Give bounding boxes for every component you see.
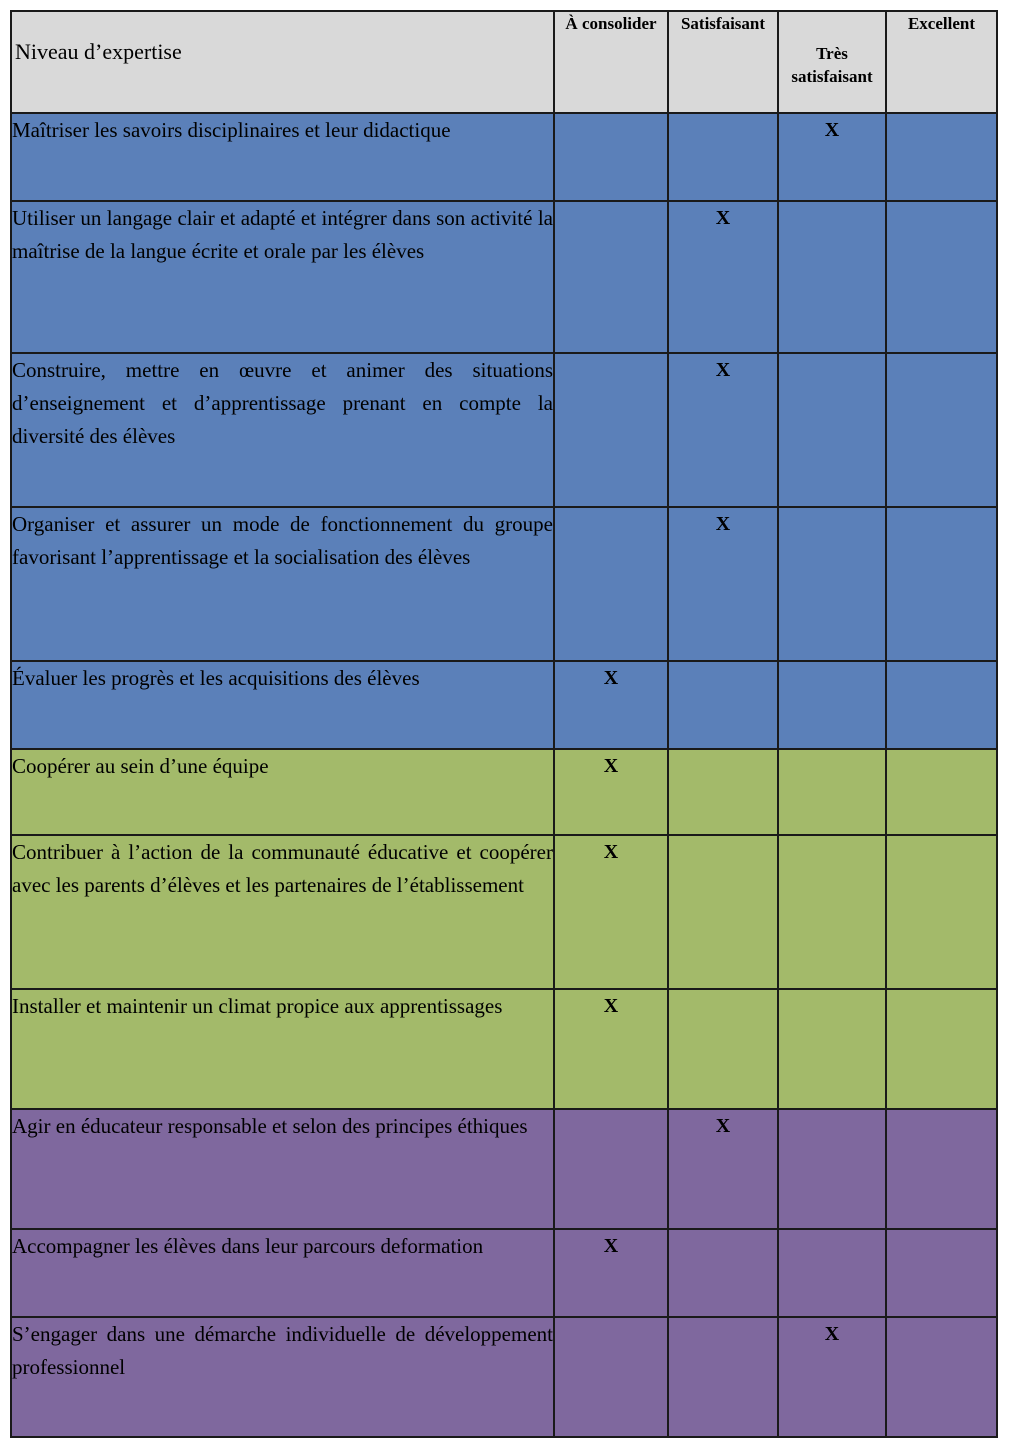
mark-tres-satisfaisant-cell [778, 1229, 886, 1317]
criterion-text: Installer et maintenir un climat propice aux apprentissages [11, 989, 554, 1109]
mark-a-consolider-cell [554, 201, 668, 353]
table-row [11, 113, 997, 201]
table-row [11, 989, 997, 1109]
mark-tres-satisfaisant-cell [778, 353, 886, 507]
mark-satisfaisant-cell [668, 201, 778, 353]
mark-a-consolider-cell [554, 353, 668, 507]
check-mark: X [603, 841, 619, 863]
mark-excellent-cell [886, 749, 997, 835]
mark-satisfaisant-cell [668, 507, 778, 661]
criterion-text: Utiliser un langage clair et adapté et intégrer dans son activité la maîtrise de la langue écrite et orale par les élèves [11, 201, 554, 353]
check-mark: X [715, 1115, 731, 1137]
mark-a-consolider-cell [554, 749, 668, 835]
criterion-text: Construire, mettre en œuvre et animer des situations d’enseignement et d’apprentissage prenant en compte la diversité des élèves [11, 353, 554, 507]
criterion-text: Organiser et assurer un mode de fonctionnement du groupe favorisant l’apprentissage et la socialisation des élèves [11, 507, 554, 661]
mark-tres-satisfaisant-cell [778, 507, 886, 661]
mark-a-consolider-cell [554, 835, 668, 989]
table-row [11, 749, 997, 835]
mark-tres-satisfaisant-cell [778, 1109, 886, 1229]
mark-excellent-cell [886, 989, 997, 1109]
criterion-text: Évaluer les progrès et les acquisitions des élèves [11, 661, 554, 749]
header-excellent: Excellent [886, 11, 997, 113]
check-mark: X [824, 1323, 840, 1345]
mark-excellent-cell [886, 113, 997, 201]
mark-tres-satisfaisant-cell [778, 113, 886, 201]
mark-a-consolider-cell [554, 1317, 668, 1437]
check-mark: X [603, 755, 619, 777]
table-row [11, 1229, 997, 1317]
mark-a-consolider-cell [554, 989, 668, 1109]
mark-satisfaisant-cell [668, 353, 778, 507]
mark-tres-satisfaisant-cell [778, 661, 886, 749]
table-row [11, 661, 997, 749]
check-mark: X [603, 995, 619, 1017]
criterion-text: S’engager dans une démarche individuelle de développement professionnel [11, 1317, 554, 1437]
competency-table [10, 10, 998, 1438]
mark-excellent-cell [886, 201, 997, 353]
mark-excellent-cell [886, 1317, 997, 1437]
mark-a-consolider-cell [554, 1229, 668, 1317]
header-tres-satisfaisant: Très satisfaisant [778, 11, 886, 113]
header-satisfaisant: Satisfaisant [668, 11, 778, 113]
criterion-text: Contribuer à l’action de la communauté éducative et coopérer avec les parents d’élèves et les partenaires de l’établissement [11, 835, 554, 989]
check-mark: X [715, 207, 731, 229]
mark-tres-satisfaisant-cell [778, 201, 886, 353]
mark-satisfaisant-cell [668, 1109, 778, 1229]
table-row [11, 1317, 997, 1437]
mark-excellent-cell [886, 1229, 997, 1317]
mark-satisfaisant-cell [668, 749, 778, 835]
mark-satisfaisant-cell [668, 989, 778, 1109]
mark-a-consolider-cell [554, 661, 668, 749]
header-a-consolider: À consolider [554, 11, 668, 113]
mark-satisfaisant-cell [668, 1229, 778, 1317]
mark-tres-satisfaisant-cell [778, 835, 886, 989]
mark-satisfaisant-cell [668, 1317, 778, 1437]
table-row [11, 353, 997, 507]
check-mark: X [715, 513, 731, 535]
mark-excellent-cell [886, 507, 997, 661]
mark-satisfaisant-cell [668, 113, 778, 201]
check-mark: X [715, 359, 731, 381]
table-row [11, 1109, 997, 1229]
mark-excellent-cell [886, 661, 997, 749]
check-mark: X [603, 667, 619, 689]
mark-a-consolider-cell [554, 113, 668, 201]
header-row [11, 11, 997, 113]
criterion-text: Coopérer au sein d’une équipe [11, 749, 554, 835]
mark-tres-satisfaisant-cell [778, 1317, 886, 1437]
mark-satisfaisant-cell [668, 661, 778, 749]
criterion-text: Accompagner les élèves dans leur parcours deformation [11, 1229, 554, 1317]
mark-excellent-cell [886, 353, 997, 507]
check-mark: X [603, 1235, 619, 1257]
check-mark: X [824, 119, 840, 141]
mark-tres-satisfaisant-cell [778, 989, 886, 1109]
mark-excellent-cell [886, 835, 997, 989]
criterion-text: Maîtriser les savoirs disciplinaires et leur didactique [11, 113, 554, 201]
table-row [11, 201, 997, 353]
table-row [11, 507, 997, 661]
mark-tres-satisfaisant-cell [778, 749, 886, 835]
mark-a-consolider-cell [554, 507, 668, 661]
mark-excellent-cell [886, 1109, 997, 1229]
table-row [11, 835, 997, 989]
mark-a-consolider-cell [554, 1109, 668, 1229]
mark-satisfaisant-cell [668, 835, 778, 989]
header-level: Niveau d’expertise [11, 11, 554, 113]
criterion-text: Agir en éducateur responsable et selon des principes éthiques [11, 1109, 554, 1229]
